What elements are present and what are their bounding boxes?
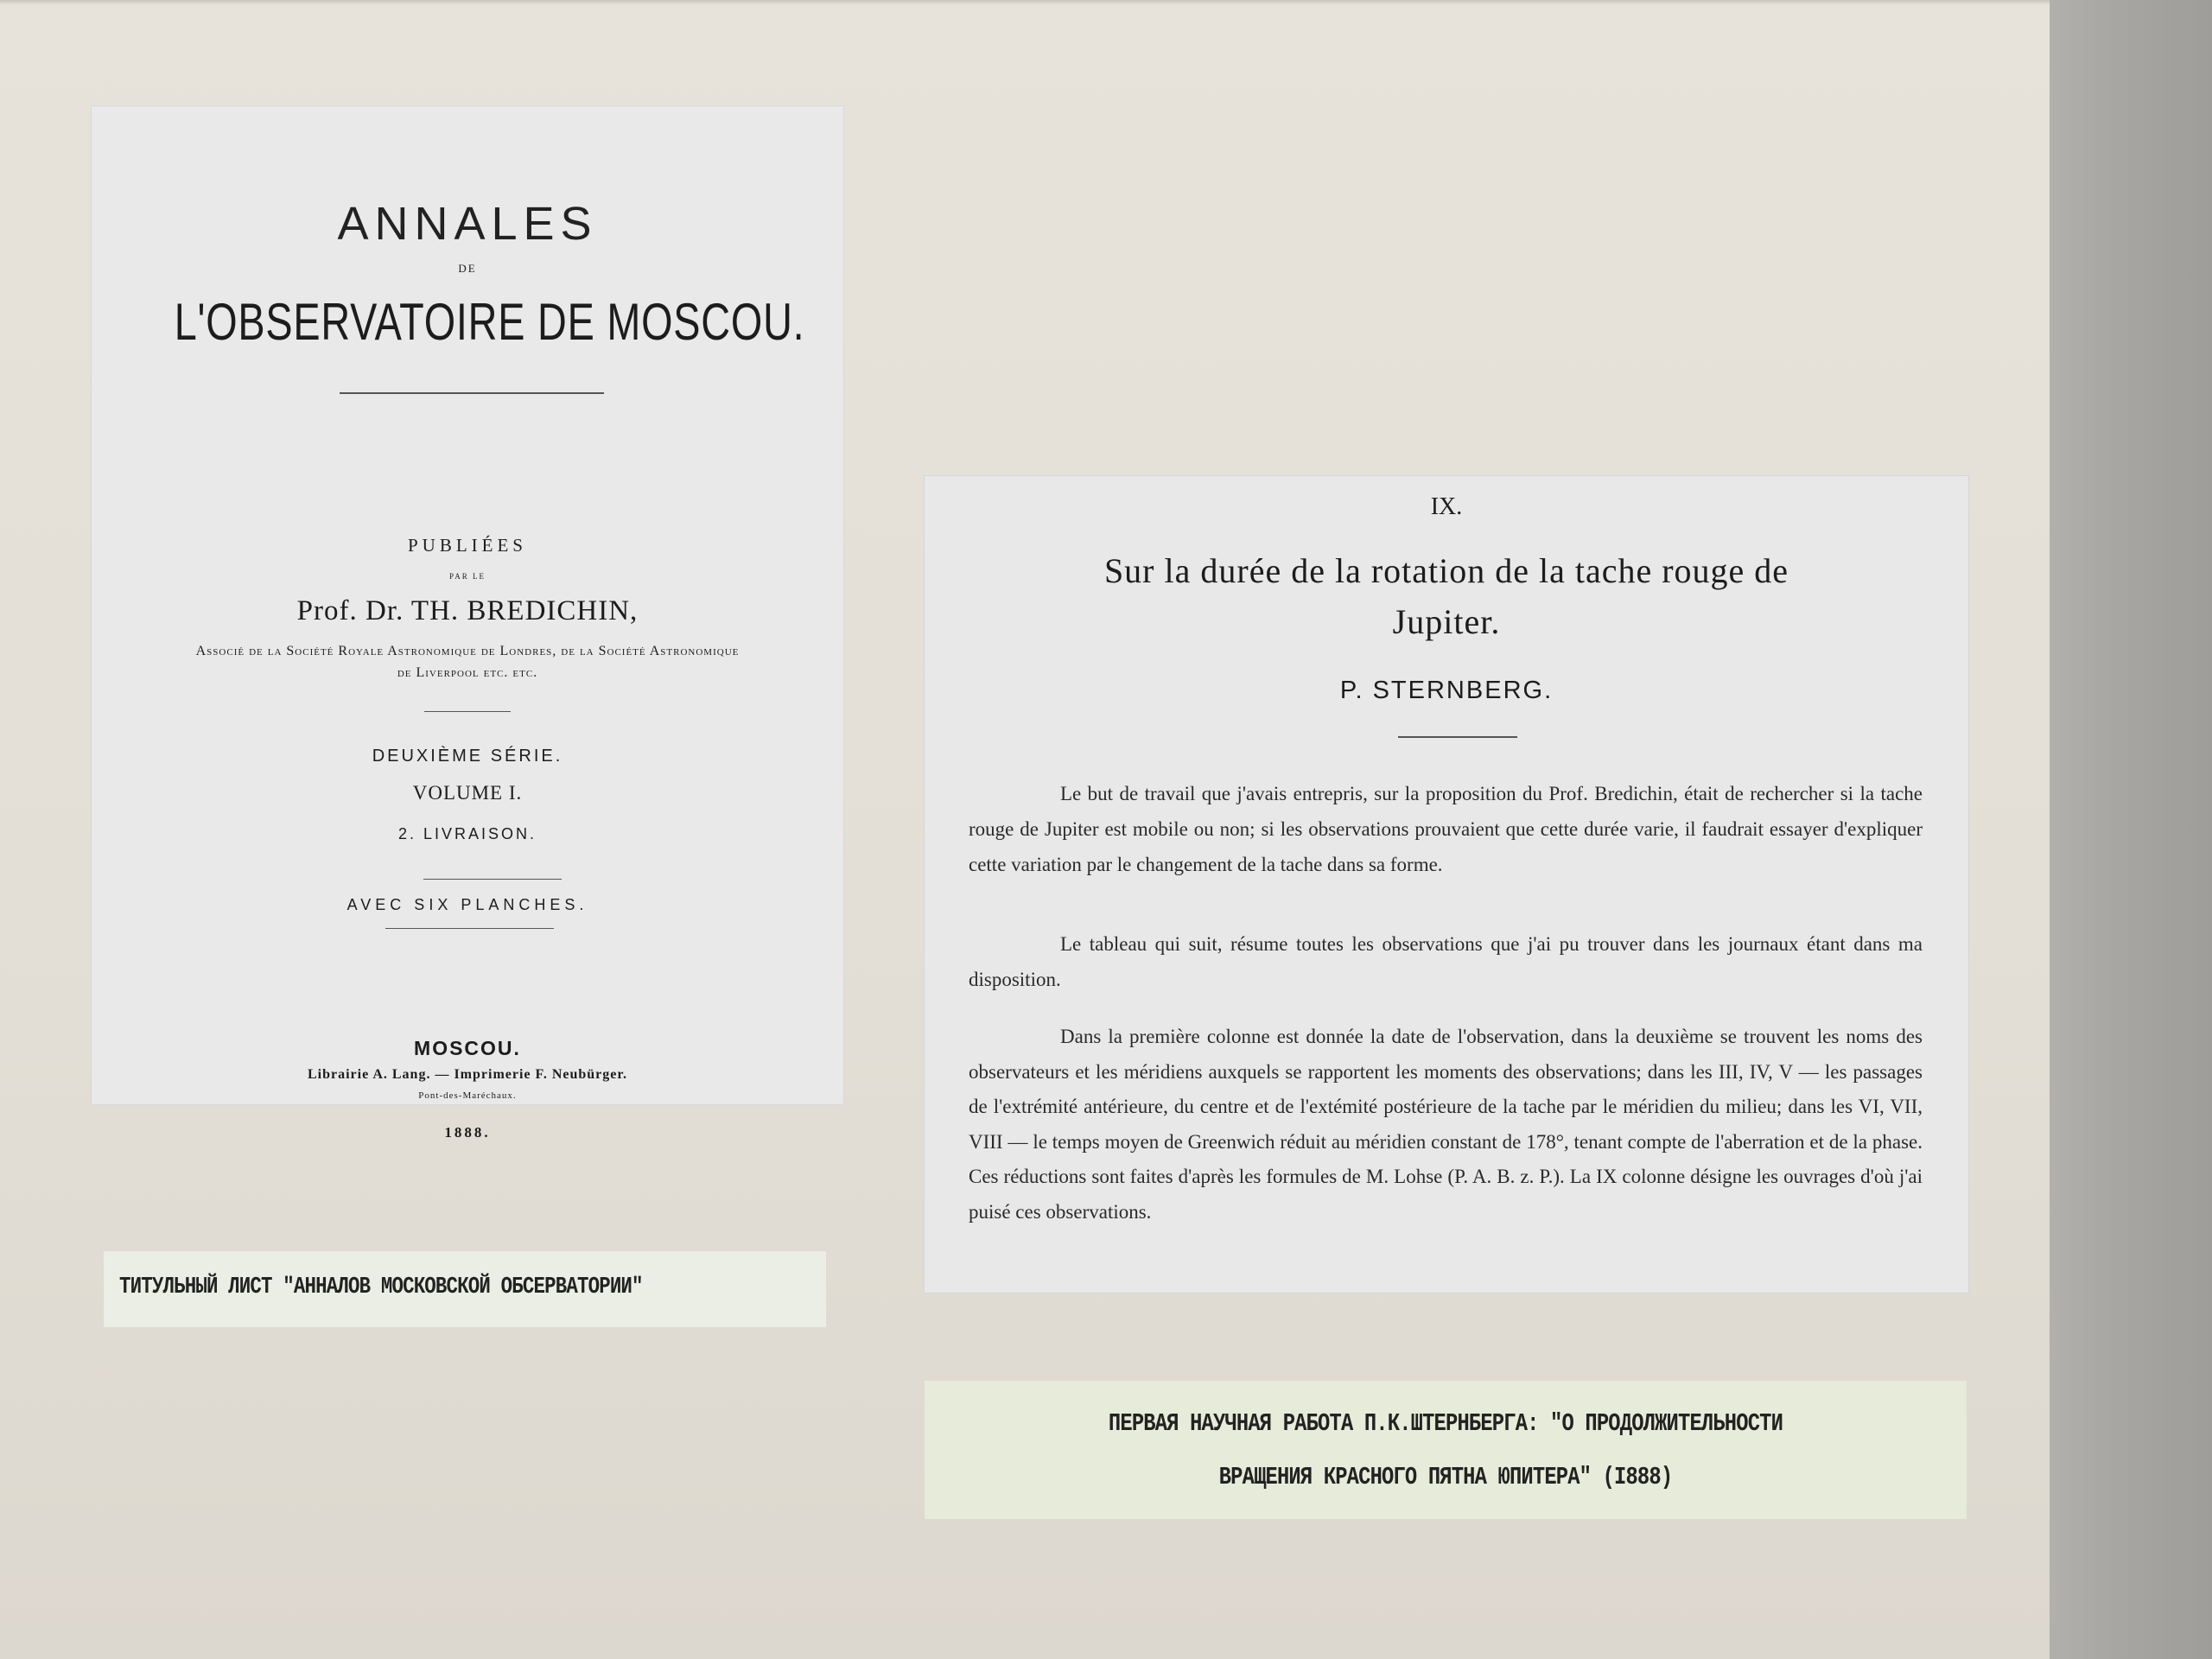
caption-left-text: ТИТУЛЬНЫЙ ЛИСТ "АННАЛОВ МОСКОВСКОЙ ОБСЕРВАТОРИИ" [119,1274,643,1300]
caption-right-line1: ПЕРВАЯ НАУЧНАЯ РАБОТА П.К.ШТЕРНБЕРГА: "О ПРОДОЛЖИТЕЛЬНОСТИ [1108,1409,1783,1438]
title-affiliation-line1: Associé de la Société Royale Astronomique de Londres, de la Société Astronomique [195,644,740,658]
title-affiliation-line2: de Liverpool etc. etc. [397,665,538,680]
article-rule [1398,736,1517,738]
title-address: Pont-des-Maréchaux. [418,1090,517,1101]
title-rule [424,711,511,712]
title-city: MOSCOU. [414,1037,521,1059]
title-rule [340,392,604,394]
title-heading: ANNALES [337,198,598,250]
caption-right-line2: ВРАЩЕНИЯ КРАСНОГО ПЯТНА ЮПИТЕРА" (I888) [1218,1463,1673,1491]
article-title-line2: Jupiter. [1392,602,1501,641]
article-paragraph [969,776,1923,882]
title-observatory: L'OBSERVATOIRE DE MOSCOU. [174,293,805,351]
title-planches: AVEC SIX PLANCHES. [346,896,588,913]
title-serie: DEUXIÈME SÉRIE. [372,747,563,766]
title-rule [423,879,562,880]
title-page-clipping [92,106,843,1141]
title-year: 1888. [444,1124,491,1141]
article-paragraph [969,1020,1923,1230]
caption-left [104,1251,826,1327]
article-number: IX. [1430,493,1463,520]
article-page-clipping [925,476,1968,1293]
title-volume: VOLUME I. [412,782,523,804]
top-shadow [0,0,2050,5]
title-par-le: PAR LE [449,572,486,581]
title-livraison: 2. LIVRAISON. [397,825,537,842]
article-paragraph-text: Dans la première colonne est donnée la date de l'observation, dans la deuxième se trouvent les noms des observateurs et les méridiens auxquels se rapportent les moments des observations; dans les III, IV, V — les passages de l'extrémité antérieure, du centre et de l'extémité postérieure de la tache par le méridien du milieu; dans les VI, VII, VIII — le temps moyen de Greenwich réduit au méridien constant de 178°, tenant compte de l'aberration et de la phase. Ces réductions sont faites d'après les formules de M. Lohse (P. A. B. z. P.). La IX colonne désigne les ouvrages d'où j'ai puisé ces observations. [969,1026,1923,1223]
article-paragraph [969,926,1923,997]
article-paragraph-text: Le but de travail que j'avais entrepris, sur la proposition du Prof. Bredichin, était de rechercher si la tache rouge de Jupiter est mobile ou non; si les observations prouvaient que cette durée varie, il faudrait essayer d'expliquer cette variation par le changement de la tache dans sa forme. [969,783,1923,875]
title-de: DE [458,262,477,275]
title-publisher: Librairie A. Lang. — Imprimerie F. Neubürger. [307,1067,628,1082]
article-title-line1: Sur la durée de la rotation de la tache rouge de [1103,551,1789,590]
article-author: P. STERNBERG. [1339,677,1554,704]
article-paragraph-text: Le tableau qui suit, résume toutes les observations que j'ai pu trouver dans les journaux étant dans ma disposition. [969,933,1923,990]
title-publiees: PUBLIÉES [407,535,527,556]
caption-right [925,1381,1967,1519]
title-rule [385,928,554,929]
title-author: Prof. Dr. TH. BREDICHIN, [296,595,639,626]
album-edge [2050,0,2212,1659]
